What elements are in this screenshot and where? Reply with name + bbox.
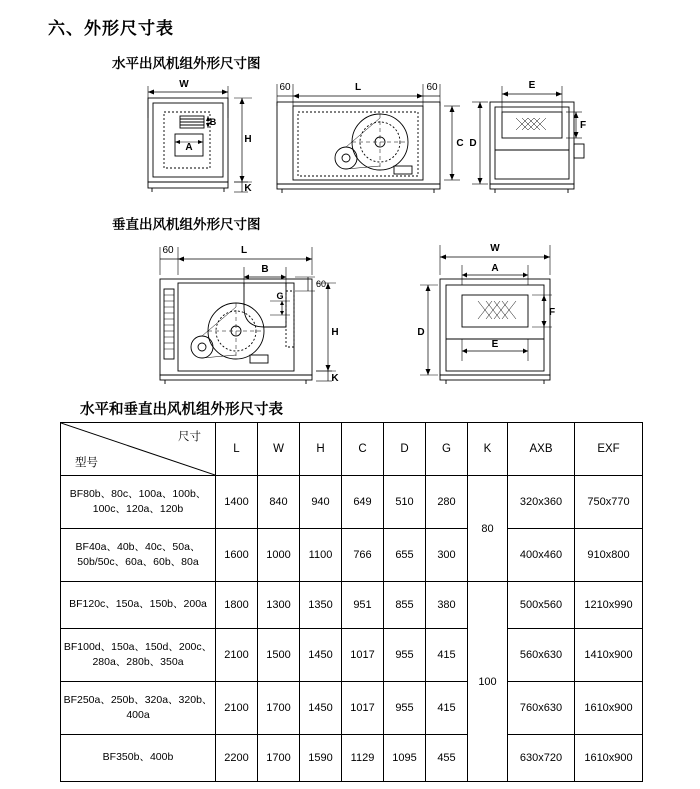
cell-AXB: 560x630 bbox=[508, 629, 575, 682]
column-header-L: L bbox=[216, 423, 258, 476]
table-caption: 水平和垂直出风机组外形尺寸表 bbox=[80, 402, 283, 418]
cell-G: 455 bbox=[426, 735, 468, 782]
svg-text:60: 60 bbox=[426, 82, 438, 93]
cell-W: 1700 bbox=[258, 735, 300, 782]
cell-EXF: 1610x900 bbox=[575, 735, 643, 782]
svg-text:K: K bbox=[331, 373, 339, 384]
column-header-EXF: EXF bbox=[575, 423, 643, 476]
cell-G: 280 bbox=[426, 476, 468, 529]
cell-L: 2100 bbox=[216, 629, 258, 682]
cell-D: 655 bbox=[384, 529, 426, 582]
svg-text:F: F bbox=[548, 307, 556, 318]
cell-EXF: 1210x990 bbox=[575, 582, 643, 629]
cell-EXF: 1410x900 bbox=[575, 629, 643, 682]
svg-text:L: L bbox=[354, 82, 362, 93]
cell-AXB: 400x460 bbox=[508, 529, 575, 582]
cell-EXF: 750x770 bbox=[575, 476, 643, 529]
cell-model: BF100d、150a、150d、200c、280a、280b、350a bbox=[61, 629, 216, 682]
cell-H: 1590 bbox=[300, 735, 342, 782]
column-header-H: H bbox=[300, 423, 342, 476]
corner-size-label: 尺寸 bbox=[178, 431, 201, 443]
svg-text:E: E bbox=[528, 80, 536, 91]
figure-caption-horizontal: 水平出风机组外形尺寸图 bbox=[112, 56, 261, 71]
cell-model: BF80b、80c、100a、100b、100c、120a、120b bbox=[61, 476, 216, 529]
cell-D: 955 bbox=[384, 682, 426, 735]
cell-L: 1800 bbox=[216, 582, 258, 629]
svg-text:F: F bbox=[579, 120, 587, 131]
page-title: 六、外形尺寸表 bbox=[48, 19, 174, 38]
dimension-table-wrapper bbox=[60, 422, 642, 782]
svg-text:C: C bbox=[456, 138, 464, 149]
svg-text:W: W bbox=[179, 79, 189, 90]
table-row bbox=[61, 582, 643, 629]
cell-K: 100 bbox=[468, 582, 508, 782]
cell-model: BF350b、400b bbox=[61, 735, 216, 782]
cell-L: 2100 bbox=[216, 682, 258, 735]
cell-model: BF120c、150a、150b、200a bbox=[61, 582, 216, 629]
table-row bbox=[61, 529, 643, 582]
cell-model: BF40a、40b、40c、50a、50b/50c、60a、60b、80a bbox=[61, 529, 216, 582]
cell-G: 415 bbox=[426, 629, 468, 682]
svg-text:D: D bbox=[469, 138, 477, 149]
svg-text:B: B bbox=[261, 264, 269, 275]
cell-L: 2200 bbox=[216, 735, 258, 782]
cell-H: 940 bbox=[300, 476, 342, 529]
svg-text:K: K bbox=[244, 183, 252, 194]
cell-D: 855 bbox=[384, 582, 426, 629]
svg-text:H: H bbox=[244, 134, 252, 145]
svg-text:B: B bbox=[209, 117, 217, 127]
table-row bbox=[61, 476, 643, 529]
figure-vertical-outline-drawing bbox=[140, 235, 620, 385]
table-row bbox=[61, 682, 643, 735]
column-header-AXB: AXB bbox=[508, 423, 575, 476]
table-row bbox=[61, 629, 643, 682]
column-header-K: K bbox=[468, 423, 508, 476]
cell-C: 649 bbox=[342, 476, 384, 529]
cell-W: 1700 bbox=[258, 682, 300, 735]
column-header-C: C bbox=[342, 423, 384, 476]
svg-text:G: G bbox=[276, 291, 284, 301]
svg-text:60: 60 bbox=[162, 245, 174, 256]
figure-horizontal-outline-drawing bbox=[130, 72, 600, 207]
svg-text:H: H bbox=[331, 327, 339, 338]
cell-AXB: 760x630 bbox=[508, 682, 575, 735]
cell-W: 1000 bbox=[258, 529, 300, 582]
svg-text:60: 60 bbox=[316, 279, 327, 289]
cell-C: 1129 bbox=[342, 735, 384, 782]
svg-text:60: 60 bbox=[279, 82, 291, 93]
svg-text:A: A bbox=[491, 263, 499, 274]
column-header-W: W bbox=[258, 423, 300, 476]
cell-EXF: 1610x900 bbox=[575, 682, 643, 735]
table-header-row bbox=[61, 423, 643, 476]
cell-D: 510 bbox=[384, 476, 426, 529]
cell-H: 1450 bbox=[300, 629, 342, 682]
svg-text:A: A bbox=[185, 142, 193, 153]
cell-D: 955 bbox=[384, 629, 426, 682]
cell-W: 1300 bbox=[258, 582, 300, 629]
cell-C: 1017 bbox=[342, 629, 384, 682]
column-header-G: G bbox=[426, 423, 468, 476]
cell-AXB: 630x720 bbox=[508, 735, 575, 782]
cell-EXF: 910x800 bbox=[575, 529, 643, 582]
table-row bbox=[61, 735, 643, 782]
table-corner-cell bbox=[61, 423, 216, 476]
cell-L: 1600 bbox=[216, 529, 258, 582]
dimension-table bbox=[60, 422, 643, 782]
cell-W: 1500 bbox=[258, 629, 300, 682]
svg-text:W: W bbox=[490, 243, 500, 254]
figure-caption-vertical: 垂直出风机组外形尺寸图 bbox=[112, 217, 261, 232]
corner-model-label: 型号 bbox=[75, 457, 98, 469]
cell-C: 766 bbox=[342, 529, 384, 582]
column-header-D: D bbox=[384, 423, 426, 476]
cell-H: 1100 bbox=[300, 529, 342, 582]
svg-text:L: L bbox=[240, 245, 248, 256]
cell-model: BF250a、250b、320a、320b、400a bbox=[61, 682, 216, 735]
cell-D: 1095 bbox=[384, 735, 426, 782]
cell-G: 380 bbox=[426, 582, 468, 629]
cell-G: 300 bbox=[426, 529, 468, 582]
cell-C: 1017 bbox=[342, 682, 384, 735]
cell-G: 415 bbox=[426, 682, 468, 735]
cell-C: 951 bbox=[342, 582, 384, 629]
cell-AXB: 500x560 bbox=[508, 582, 575, 629]
cell-H: 1450 bbox=[300, 682, 342, 735]
cell-L: 1400 bbox=[216, 476, 258, 529]
svg-text:E: E bbox=[491, 339, 499, 350]
cell-AXB: 320x360 bbox=[508, 476, 575, 529]
cell-K: 80 bbox=[468, 476, 508, 582]
cell-W: 840 bbox=[258, 476, 300, 529]
svg-text:D: D bbox=[417, 327, 425, 338]
cell-H: 1350 bbox=[300, 582, 342, 629]
